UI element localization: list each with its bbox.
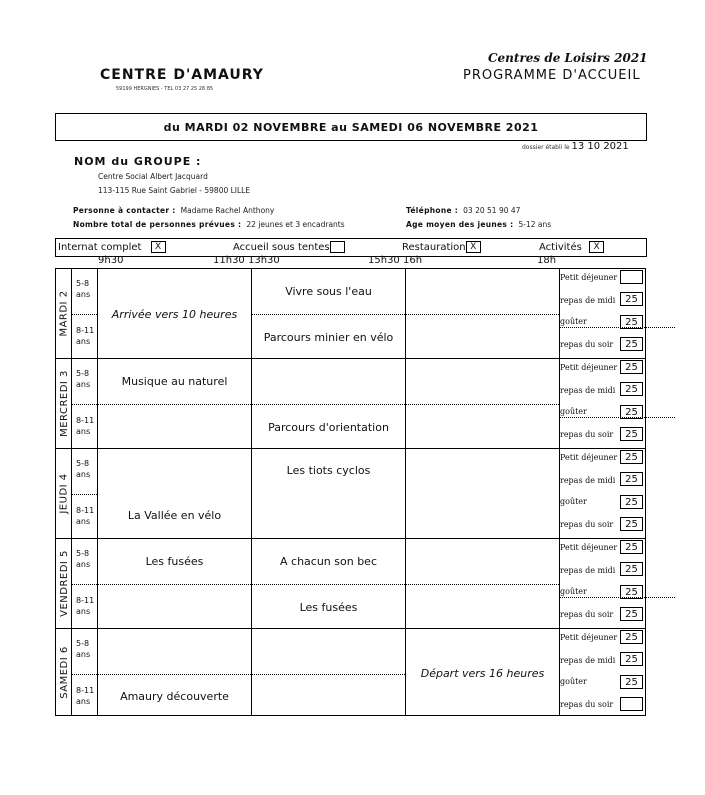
age-old: 8-11 ans bbox=[76, 686, 95, 706]
qty-snack[interactable]: 25 bbox=[620, 675, 643, 689]
options-bar bbox=[55, 238, 647, 257]
schedule-grid bbox=[55, 268, 646, 716]
meal-breakfast: Petit déjeuner bbox=[560, 543, 618, 552]
meal-dinner: repas du soir bbox=[560, 610, 614, 619]
dossier-date-value: 13 10 2021 bbox=[571, 141, 629, 152]
qty-snack[interactable]: 25 bbox=[620, 495, 643, 509]
qty-lunch[interactable]: 25 bbox=[620, 472, 643, 486]
date-range: du MARDI 02 NOVEMBRE au SAMEDI 06 NOVEMBRE 2021 bbox=[163, 120, 539, 134]
option-tentes bbox=[233, 241, 345, 253]
age-young: 5-8 ans bbox=[76, 549, 91, 569]
age-old: 8-11 ans bbox=[76, 506, 95, 526]
activity-afternoon-young: A chacun son bec bbox=[280, 555, 377, 568]
meal-dinner: repas du soir bbox=[560, 430, 614, 439]
time-18h: 18h bbox=[537, 255, 557, 266]
qty-lunch[interactable]: 25 bbox=[620, 382, 643, 396]
activites-checkbox[interactable]: X bbox=[589, 241, 604, 253]
activity-morning: La Vallée en vélo bbox=[127, 508, 222, 522]
centre-address: 59199 HERGNIES - TEL 03 27 25 28 85 bbox=[116, 86, 214, 92]
qty-breakfast[interactable] bbox=[620, 270, 643, 284]
centre-name: CENTRE D'AMAURY bbox=[100, 67, 264, 83]
activity-afternoon-old: Les fusées bbox=[299, 601, 358, 614]
age-label: Age moyen des jeunes : bbox=[406, 220, 514, 229]
day-name: SAMEDI 6 bbox=[58, 645, 70, 699]
meal-breakfast: Petit déjeuner bbox=[560, 453, 618, 462]
day-name: VENDREDI 5 bbox=[58, 550, 70, 617]
qty-breakfast[interactable]: 25 bbox=[620, 450, 643, 464]
total-line bbox=[73, 212, 345, 231]
option-internat bbox=[58, 241, 166, 253]
age-value: 5-12 ans bbox=[518, 220, 552, 229]
activity-afternoon-young: Vivre sous l'eau bbox=[285, 285, 372, 298]
age-young: 5-8 ans bbox=[76, 459, 91, 479]
script-title: Centres de Loisirs 2021 bbox=[488, 51, 648, 65]
total-value: 22 jeunes et 3 encadrants bbox=[246, 220, 345, 229]
age-old: 8-11 ans bbox=[76, 416, 95, 436]
age-old: 8-11 ans bbox=[76, 596, 95, 616]
day-name: JEUDI 4 bbox=[58, 473, 70, 514]
day-row-samedi bbox=[55, 628, 646, 716]
group-address: 113-115 Rue Saint Gabriel - 59800 LILLE bbox=[98, 186, 251, 195]
time-9h30: 9h30 bbox=[98, 255, 124, 266]
tentes-checkbox[interactable] bbox=[330, 241, 345, 253]
activity-afternoon-old: Parcours d'orientation bbox=[268, 421, 389, 434]
meal-breakfast: Petit déjeuner bbox=[560, 633, 618, 642]
qty-dinner[interactable]: 25 bbox=[620, 517, 643, 531]
activity-morning-old: Amaury découverte bbox=[120, 689, 229, 703]
meal-lunch: repas de midi bbox=[560, 656, 616, 665]
meal-breakfast: Petit déjeuner bbox=[560, 273, 618, 282]
age-line bbox=[406, 212, 551, 231]
contact-value: Madame Rachel Anthony bbox=[180, 206, 275, 215]
activity-afternoon-old: Parcours minier en vélo bbox=[263, 331, 394, 344]
qty-dinner[interactable]: 25 bbox=[620, 337, 643, 351]
day-row-mercredi bbox=[55, 358, 646, 449]
programme-title: PROGRAMME D'ACCUEIL bbox=[463, 68, 641, 83]
group-name: Centre Social Albert Jacquard bbox=[98, 172, 208, 181]
day-row-mardi bbox=[55, 268, 646, 359]
meal-snack: goûter bbox=[560, 317, 587, 326]
qty-lunch[interactable]: 25 bbox=[620, 652, 643, 666]
contact-label: Personne à contacter : bbox=[73, 206, 176, 215]
qty-breakfast[interactable]: 25 bbox=[620, 540, 643, 554]
dossier-date bbox=[522, 141, 629, 152]
day-row-vendredi bbox=[55, 538, 646, 629]
activity-evening: Départ vers 16 heures bbox=[420, 666, 545, 680]
dossier-label: dossier établi le bbox=[522, 144, 570, 151]
option-restauration bbox=[402, 241, 481, 253]
tentes-label: Accueil sous tentes bbox=[233, 242, 330, 253]
activity-morning-young: Musique au naturel bbox=[121, 375, 228, 388]
qty-lunch[interactable]: 25 bbox=[620, 562, 643, 576]
age-young: 5-8 ans bbox=[76, 279, 91, 299]
total-label: Nombre total de personnes prévues : bbox=[73, 220, 242, 229]
day-name: MERCREDI 3 bbox=[58, 370, 70, 437]
time-11h30-13h30: 11h30 13h30 bbox=[213, 255, 280, 266]
meal-lunch: repas de midi bbox=[560, 476, 616, 485]
meal-lunch: repas de midi bbox=[560, 566, 616, 575]
time-15h30-16h: 15h30 16h bbox=[368, 255, 423, 266]
meal-snack: goûter bbox=[560, 677, 587, 686]
meal-lunch: repas de midi bbox=[560, 296, 616, 305]
phone-value: 03 20 51 90 47 bbox=[463, 206, 521, 215]
day-name: MARDI 2 bbox=[58, 290, 70, 337]
activites-label: Activités bbox=[539, 242, 582, 253]
meal-snack: goûter bbox=[560, 587, 587, 596]
qty-snack[interactable]: 25 bbox=[620, 405, 643, 419]
activity-morning-young: Les fusées bbox=[145, 555, 204, 568]
meal-dinner: repas du soir bbox=[560, 700, 614, 709]
internat-label: Internat complet bbox=[58, 242, 142, 253]
activity-morning: Arrivée vers 10 heures bbox=[111, 308, 238, 321]
restauration-checkbox[interactable]: X bbox=[466, 241, 481, 253]
age-old: 8-11 ans bbox=[76, 326, 95, 346]
meal-breakfast: Petit déjeuner bbox=[560, 363, 618, 372]
internat-checkbox[interactable]: X bbox=[151, 241, 166, 253]
qty-breakfast[interactable]: 25 bbox=[620, 360, 643, 374]
meal-dinner: repas du soir bbox=[560, 340, 614, 349]
day-row-jeudi bbox=[55, 448, 646, 539]
meal-snack: goûter bbox=[560, 497, 587, 506]
qty-lunch[interactable]: 25 bbox=[620, 292, 643, 306]
meal-snack: goûter bbox=[560, 407, 587, 416]
qty-dinner[interactable] bbox=[620, 697, 643, 711]
meal-lunch: repas de midi bbox=[560, 386, 616, 395]
group-heading: NOM du GROUPE : bbox=[74, 155, 202, 168]
phone-label: Téléphone : bbox=[406, 206, 459, 215]
age-young: 5-8 ans bbox=[76, 369, 91, 389]
qty-dinner[interactable]: 25 bbox=[620, 607, 643, 621]
restauration-label: Restauration bbox=[402, 242, 466, 253]
activity-afternoon: Les tiots cyclos bbox=[286, 463, 371, 477]
qty-snack[interactable]: 25 bbox=[620, 585, 643, 599]
age-young: 5-8 ans bbox=[76, 639, 91, 659]
qty-snack[interactable]: 25 bbox=[620, 315, 643, 329]
qty-dinner[interactable]: 25 bbox=[620, 427, 643, 441]
qty-breakfast[interactable]: 25 bbox=[620, 630, 643, 644]
option-activites bbox=[539, 241, 604, 253]
meal-dinner: repas du soir bbox=[560, 520, 614, 529]
date-range-box bbox=[55, 113, 647, 141]
